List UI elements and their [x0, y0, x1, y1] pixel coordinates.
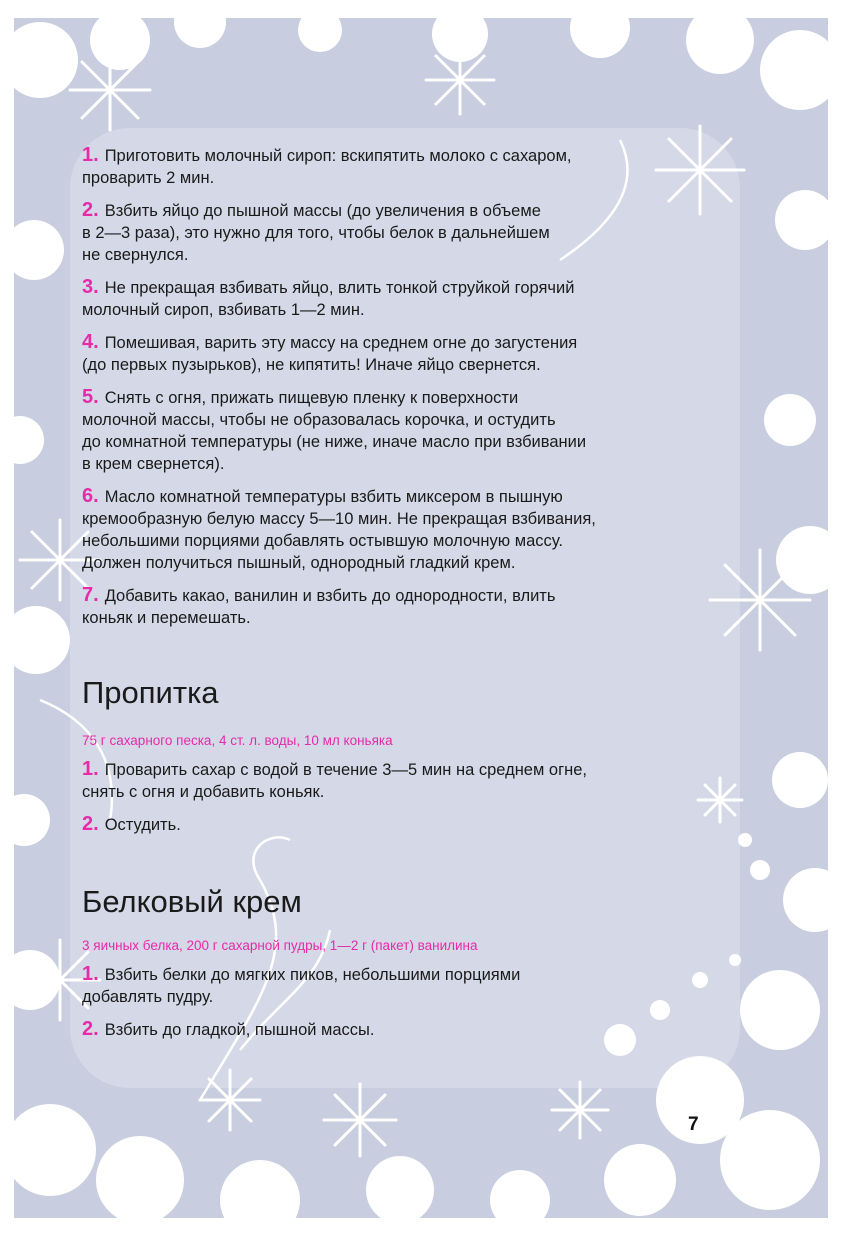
- section-cream: [82, 144, 722, 629]
- step-5: [82, 386, 722, 475]
- step-text: (до первых пузырьков), не кипятить! Иначе яйцо свернется.: [82, 356, 541, 374]
- step-text: Помешивая, варить эту массу на среднем огне до загустения: [104, 334, 578, 352]
- section-title: Пропитка: [82, 675, 219, 710]
- step-2: [82, 1018, 722, 1041]
- step-number: 6.: [82, 485, 99, 507]
- step-text: до комнатной температуры (не ниже, иначе масло при взбивании: [82, 433, 587, 451]
- step-text: Взбить белки до мягких пиков, небольшими порциями: [104, 966, 521, 984]
- step-7: [82, 584, 722, 629]
- section-protein-cream: [82, 884, 722, 1041]
- step-number: 2.: [82, 1018, 99, 1040]
- step-text: Остудить.: [104, 816, 181, 834]
- step-text: Должен получиться пышный, однородный гладкий крем.: [82, 554, 516, 572]
- step-text: Взбить до гладкой, пышной массы.: [104, 1021, 375, 1039]
- step-4: [82, 331, 722, 376]
- step-number: 1.: [82, 963, 99, 985]
- step-number: 2.: [82, 199, 99, 221]
- step-text: кремообразную белую массу 5—10 мин. Не прекращая взбивания,: [82, 510, 596, 528]
- step-1: [82, 758, 722, 803]
- step-number: 1.: [82, 144, 99, 166]
- step-text: Взбить яйцо до пышной массы (до увеличения в объеме: [104, 202, 541, 220]
- step-number: 4.: [82, 331, 99, 353]
- step-text: проварить 2 мин.: [82, 169, 215, 187]
- section-soak: [82, 675, 722, 836]
- step-number: 1.: [82, 758, 99, 780]
- step-text: снять с огня и добавить коньяк.: [82, 783, 325, 801]
- section-title: Белковый крем: [82, 884, 302, 919]
- ingredients-list: 75 г сахарного песка, 4 ст. л. воды, 10 мл коньяка: [82, 733, 393, 748]
- step-text: небольшими порциями добавлять остывшую молочную массу.: [82, 532, 563, 550]
- step-2: [82, 813, 722, 836]
- step-text: коньяк и перемешать.: [82, 609, 251, 627]
- step-number: 2.: [82, 813, 99, 835]
- step-text: молочный сироп, взбивать 1—2 мин.: [82, 301, 365, 319]
- step-text: Снять с огня, прижать пищевую пленку к поверхности: [104, 389, 519, 407]
- step-text: Не прекращая взбивать яйцо, влить тонкой струйкой горячий: [104, 279, 575, 297]
- step-number: 7.: [82, 584, 99, 606]
- ingredients-list: 3 яичных белка, 200 г сахарной пудры, 1—2 г (пакет) ванилина: [82, 938, 478, 953]
- step-text: в 2—3 раза), это нужно для того, чтобы белок в дальнейшем: [82, 224, 550, 242]
- step-text: не свернулся.: [82, 246, 189, 264]
- step-3: [82, 276, 722, 321]
- step-text: в крем свернется).: [82, 455, 225, 473]
- step-text: Приготовить молочный сироп: вскипятить молоко с сахаром,: [104, 147, 572, 165]
- step-1: [82, 144, 722, 189]
- recipe-content: [82, 144, 722, 1041]
- step-text: Добавить какао, ванилин и взбить до однородности, влить: [104, 587, 556, 605]
- step-number: 3.: [82, 276, 99, 298]
- step-text: добавлять пудру.: [82, 988, 214, 1006]
- step-6: [82, 485, 722, 574]
- page-number: 7: [688, 1114, 699, 1135]
- step-text: Масло комнатной температуры взбить миксером в пышную: [104, 488, 563, 506]
- step-1: [82, 963, 722, 1008]
- step-number: 5.: [82, 386, 99, 408]
- step-text: молочной массы, чтобы не образовалась корочка, и остудить: [82, 411, 556, 429]
- step-2: [82, 199, 722, 266]
- step-text: Проварить сахар с водой в течение 3—5 мин на среднем огне,: [104, 761, 587, 779]
